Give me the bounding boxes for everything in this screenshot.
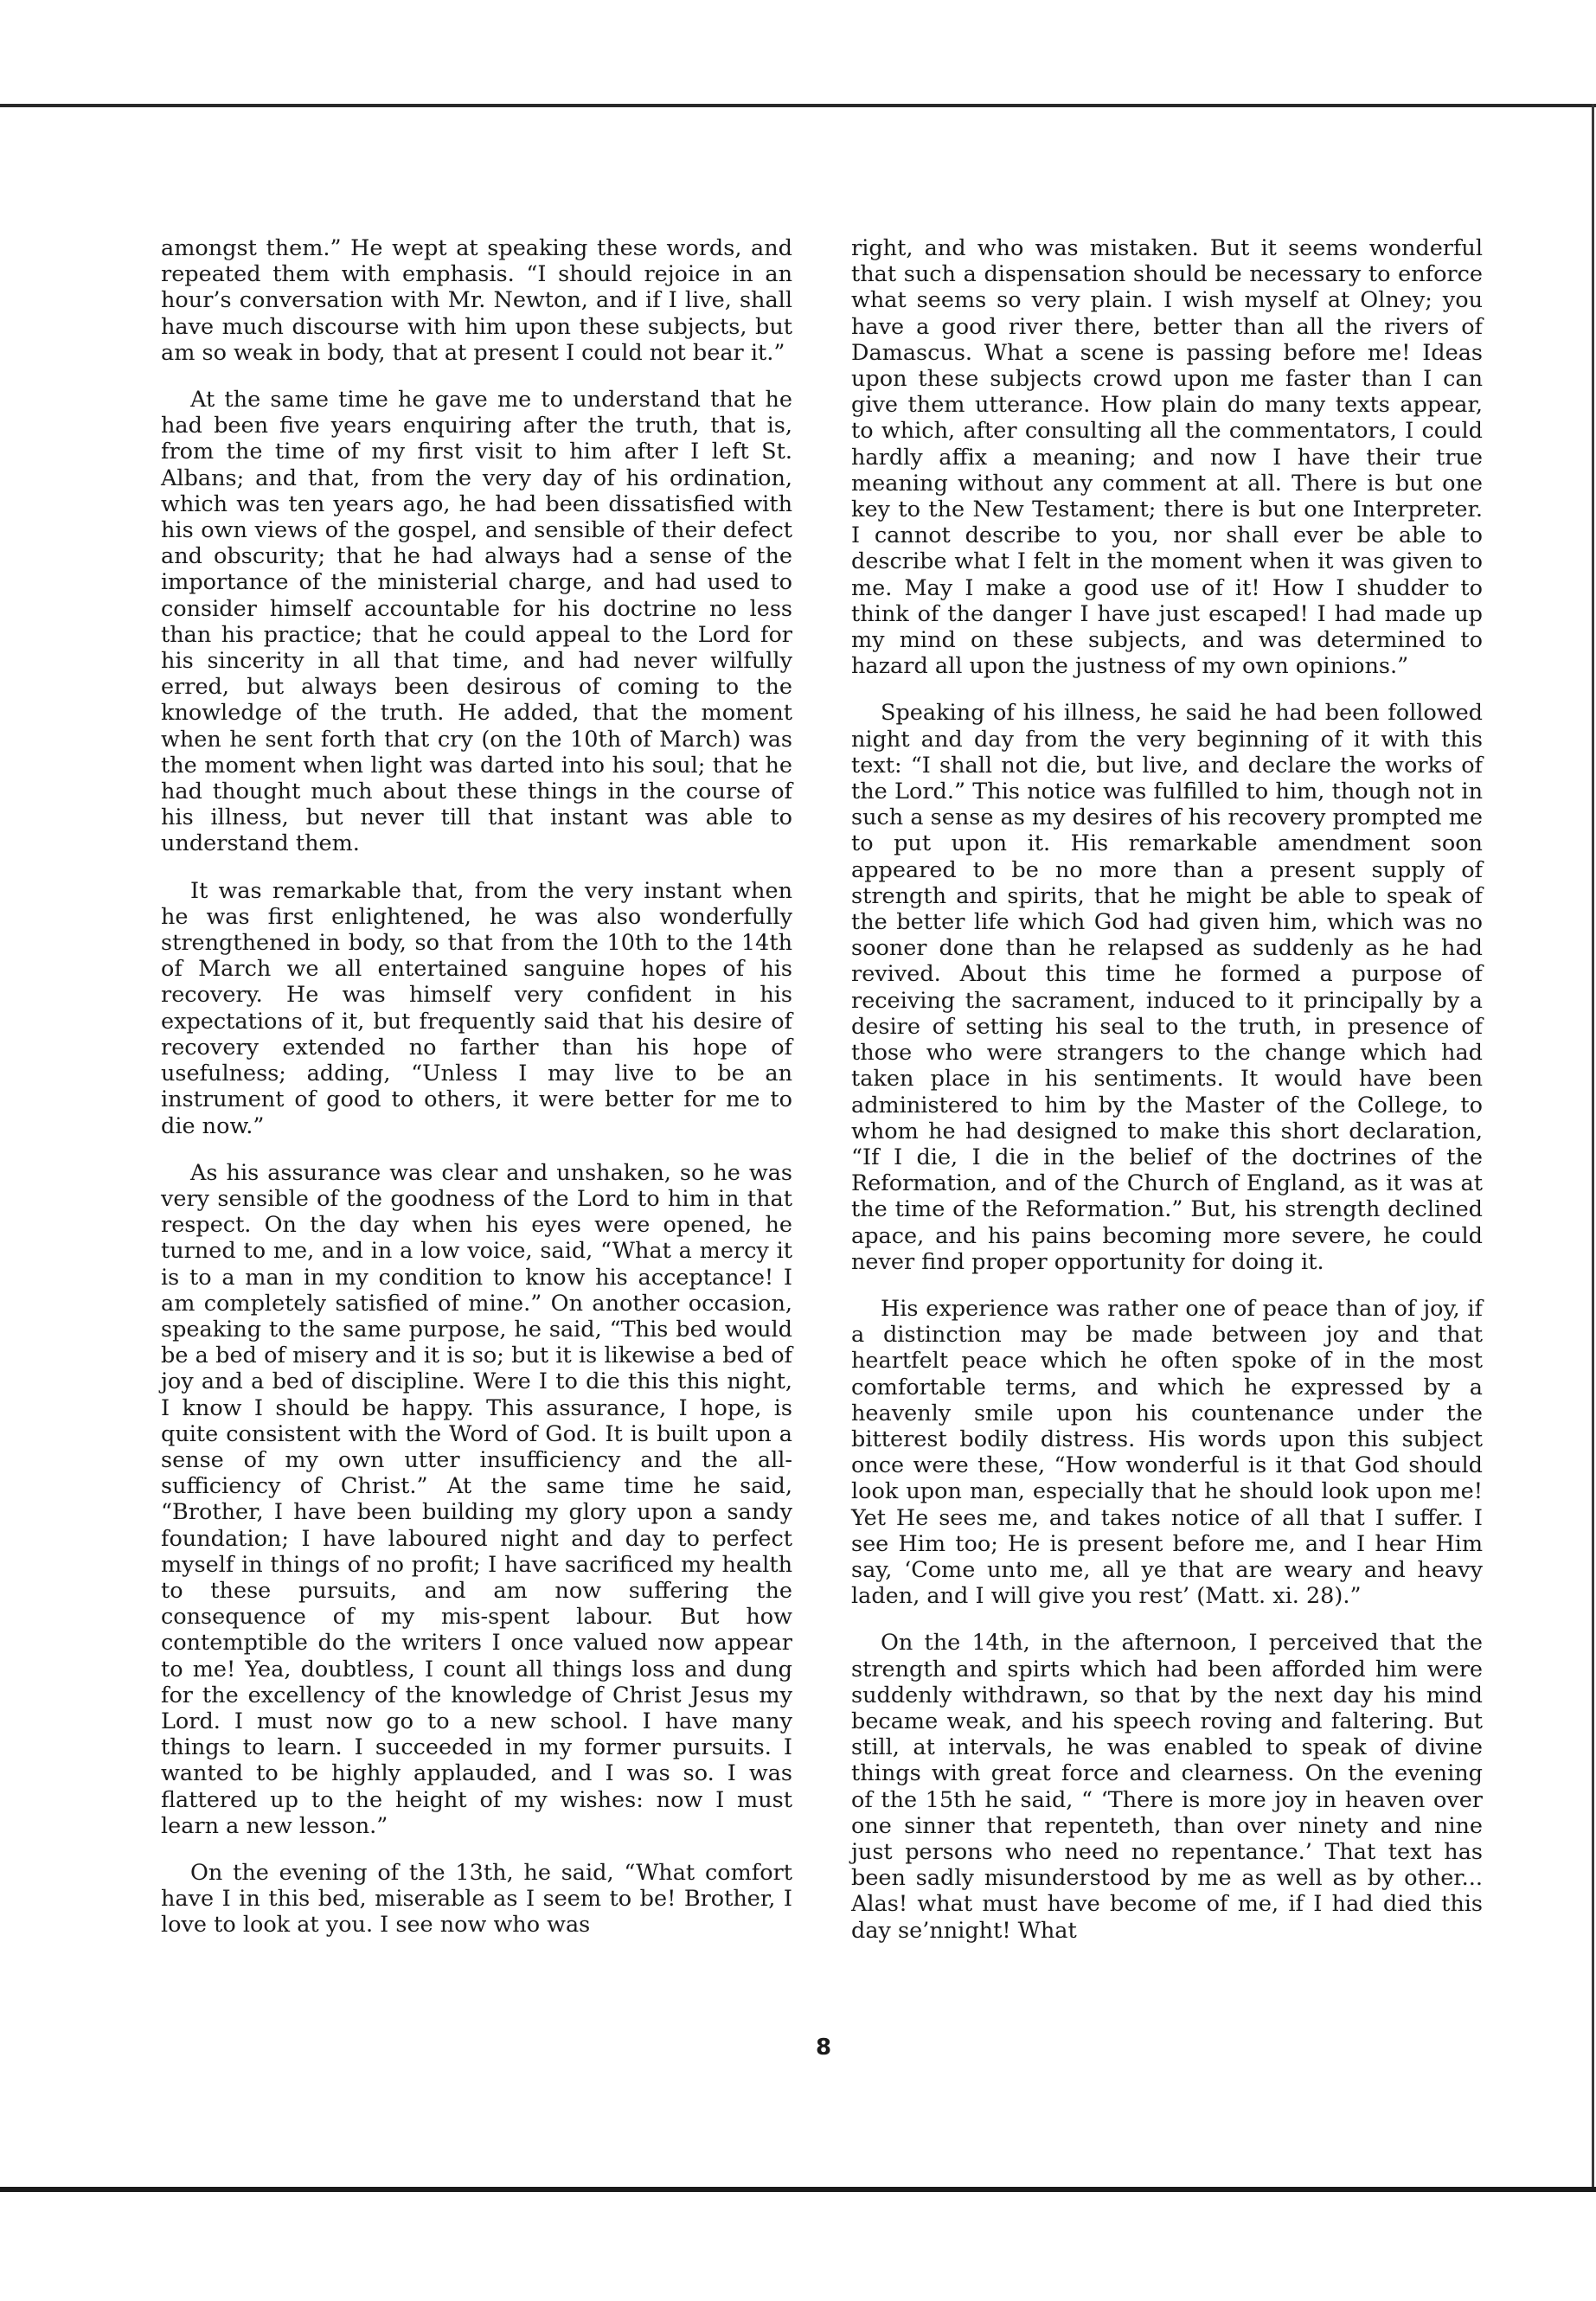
page-number: 8 xyxy=(815,2035,832,2061)
paragraph: amongst them.” He wept at speaking these words, and repeated them with emphasis. “I should rejoice in an hour’s conversation with Mr. Newton, and if I live, shall have much discourse with him upon these subjects, but am so weak in body, that at present I could not bear it.” xyxy=(161,235,792,366)
paragraph: On the 14th, in the afternoon, I perceived that the strength and spirts which had been afforded him were suddenly withdrawn, so that by the next day his mind became weak, and his speech roving and faltering. But still, at intervals, he was enabled to speak of divine things with great force and clearness. On the evening of the 15th he said, “ ‘There is more joy in heaven over one sinner that repenteth, than over ninety and nine just persons who need no repentance.’ That text has been sadly misunderstood by me as well as by other... Alas! what must have become of me, if I had died this day se’nnight! What xyxy=(851,1630,1483,1944)
paragraph: Speaking of his illness, he said he had been followed night and day from the very beginning of it with this text: “I shall not die, but live, and declare the works of the Lord.” This notice was fulfilled to him, though not in such a sense as my desires of his recovery prompted me to put upon it. His remarkable amendment soon appeared to be no more than a present supply of strength and spirits, that he might be able to speak of the better life which God had given him, which was no sooner done than he relapsed as suddenly as he had revived. About this time he formed a purpose of receiving the sacrament, induced to it principally by a desire of setting his seal to the truth, in presence of those who were strangers to the change which had taken place in his sentiments. It would have been administered to him by the Master of the College, to whom he had designed to make this short declaration, “If I die, I die in the belief of the doctrines of the Reformation, and of the Church of England, as it was at the time of the Reformation.” But, his strength declined apace, and his pains becoming more severe, he could never find proper opportunity for doing it. xyxy=(851,700,1483,1275)
paragraph: It was remarkable that, from the very instant when he was first enlightened, he was also wonderfully strengthened in body, so that from the 10th to the 14th of March we all entertained sanguine hopes of his recovery. He was himself very confident in his expectations of it, but frequently said that his desire of recovery extended no farther than his hope of usefulness; adding, “Unless I may live to be an instrument of good to others, it were better for me to die now.” xyxy=(161,877,792,1139)
paragraph: At the same time he gave me to understand that he had been five years enquiring after the truth, that is, from the time of my first visit to him after I left St. Albans; and that, from the very day of his ordination, which was ten years ago, he had been dissatisfied with his own views of the gospel, and sensible of their defect and obscurity; that he had always had a sense of the importance of the ministerial charge, and had used to consider himself accountable for his doctrine no less than his practice; that he could appeal to the Lord for his sincerity in all that time, and had never wilfully erred, but always been desirous of coming to the knowledge of the truth. He added, that the moment when he sent forth that cry (on the 10th of March) was the moment when light was darted into his soul; that he had thought much about these things in the course of his illness, but never till that instant was able to understand them. xyxy=(161,387,792,857)
left-column xyxy=(161,235,792,1959)
right-column xyxy=(851,235,1483,1965)
paragraph: On the evening of the 13th, he said, “What comfort have I in this bed, miserable as I seem to be! Brother, I love to look at you. I see now who was xyxy=(161,1859,792,1939)
right-border-rule xyxy=(1592,104,1594,2189)
paragraph: right, and who was mistaken. But it seems wonderful that such a dispensation should be necessary to enforce what seems so very plain. I wish myself at Olney; you have a good river there, better than all the rivers of Damascus. What a scene is passing before me! Ideas upon these subjects crowd upon me faster than I can give them utterance. How plain do many texts appear, to which, after consulting all the commentators, I could hardly affix a meaning; and now I have their true meaning without any comment at all. There is but one key to the New Testament; there is but one Interpreter. I cannot describe to you, nor shall ever be able to describe what I felt in the moment when it was given to me. May I make a good use of it! How I shudder to think of the danger I have just escaped! I had made up my mind on these subjects, and was determined to hazard all upon the justness of my own opinions.” xyxy=(851,235,1483,680)
top-border-rule xyxy=(0,104,1596,107)
paragraph: As his assurance was clear and unshaken, so he was very sensible of the goodness of the Lord to him in that respect. On the day when his eyes were opened, he turned to me, and in a low voice, said, “What a mercy it is to a man in my condition to know his acceptance! I am completely satisfied of mine.” On another occasion, speaking to the same purpose, he said, “This bed would be a bed of misery and it is so; but it is likewise a bed of joy and a bed of discipline. Were I to die this this night, I know I should be happy. This assurance, I hope, is quite consistent with the Word of God. It is built upon a sense of my own utter insufficiency and the all-sufficiency of Christ.” At the same time he said, “Brother, I have been building my glory upon a sandy foundation; I have laboured night and day to perfect myself in things of no profit; I have sacrificed my health to these pursuits, and am now suffering the consequence of my mis-spent labour. But how contemptible do the writers I once valued now appear to me! Yea, doubtless, I count all things loss and dung for the excellency of the knowledge of Christ Jesus my Lord. I must now go to a new school. I have many things to learn. I succeeded in my former pursuits. I wanted to be highly applauded, and I was so. I was flattered up to the height of my wishes: now I must learn a new lesson.” xyxy=(161,1159,792,1839)
bottom-border-rule xyxy=(0,2187,1596,2192)
paragraph: His experience was rather one of peace than of joy, if a distinction may be made between joy and that heartfelt peace which he often spoke of in the most comfortable terms, and which he expressed by a heavenly smile upon his countenance under the bitterest bodily distress. His words upon this subject once were these, “How wonderful is it that God should look upon man, especially that he should look upon me! Yet He sees me, and takes notice of all that I suffer. I see Him too; He is present before me, and I hear Him say, ‘Come unto me, all ye that are weary and heavy laden, and I will give you rest’ (Matt. xi. 28).” xyxy=(851,1295,1483,1610)
